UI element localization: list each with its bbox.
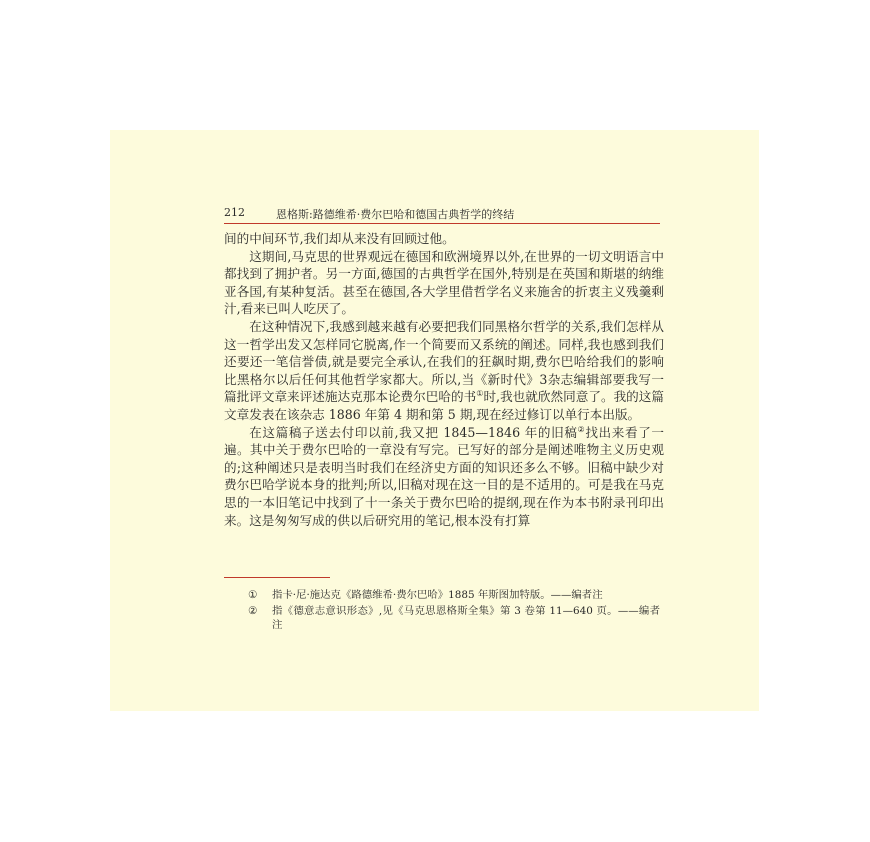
footnote-rule — [224, 577, 330, 578]
page-header — [224, 206, 660, 222]
paragraph-4-part-1: 在这篇稿子送去付印以前,我又把 1845—1846 年的旧稿 — [249, 424, 578, 440]
footnote-mark-1: ① — [248, 589, 258, 601]
paragraph-3 — [224, 318, 664, 424]
footnotes — [248, 588, 660, 634]
body-text — [224, 230, 664, 529]
paragraph-3-part-2: 时,我也就欣然同意了。我的这篇文章发表在该杂志 1886 年第 4 期和第 5 期,现在经过修订以单行本出版。 — [224, 389, 665, 422]
book-page — [110, 130, 759, 711]
footnote-mark-2: ② — [248, 604, 258, 617]
paragraph-4-part-2: 找出来看了一遍。其中关于费尔巴哈的一章没有写完。已写好的部分是阐述唯物主义历史观的;这种阐述只是表明当时我们在经济史方面的知识还多么不够。旧稿中缺少对费尔巴哈学说本身的批判;所以,旧稿对现在这一目的是不适用的。可是我在马克思的一本旧笔记中找到了十一条关于费尔巴哈的提纲,现在作为本书附录刊印出来。这是匆匆写成的供以后研究用的笔记,根本没有打算 — [224, 424, 664, 528]
footnote-ref-2[interactable]: ② — [577, 424, 586, 434]
footnote-text-1: 指卡·尼·施达克《路德维希·费尔巴哈》1885 年斯图加特版。——编者注 — [272, 589, 603, 601]
paragraph-3-part-1: 在这种情况下,我感到越来越有必要把我们同黑格尔哲学的关系,我们怎样从这一哲学出发又怎样同它脱离,作一个简要而又系统的阐述。同样,我也感到我们还要还一笔信誉债,就是要完全承认,在我们的狂飙时期,费尔巴哈给我们的影响比黑格尔以后任何其他哲学家都大。所以,当《新时代》3杂志编辑部要我写一篇批评文章来评述施达克那本论费尔巴哈的书 — [224, 318, 664, 405]
footnote-1 — [248, 588, 660, 603]
footnote-ref-1[interactable]: ① — [476, 389, 484, 399]
paragraph-1: 间的中间环节,我们却从来没有回顾过他。 — [224, 231, 455, 246]
paragraph-4 — [224, 424, 664, 530]
running-title: 恩格斯:路德维希·费尔巴哈和德国古典哲学的终结 — [276, 208, 515, 221]
footnote-2 — [248, 604, 660, 633]
footnote-text-2: 指《德意志意识形态》,见《马克思恩格斯全集》第 3 卷第 11—640 页。——编者注 — [272, 604, 660, 631]
header-rule — [224, 223, 660, 224]
page-number: 212 — [224, 206, 245, 219]
paragraph-2: 这期间,马克思的世界观远在德国和欧洲境界以外,在世界的一切文明语言中都找到了拥护者。另一方面,德国的古典哲学在国外,特别是在英国和斯堪的纳维亚各国,有某种复活。甚至在德国,各大学里借哲学名义来施舍的折衷主义残羹剩汁,看来已叫人吃厌了。 — [224, 248, 664, 317]
